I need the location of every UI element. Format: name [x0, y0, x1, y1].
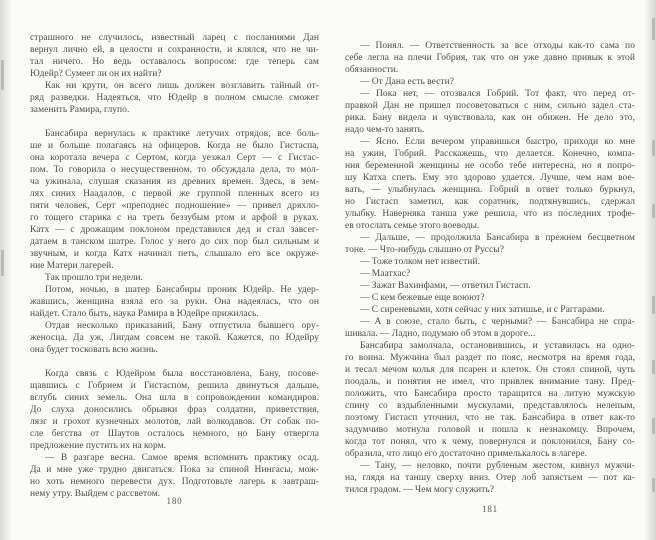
text-line: задумчиво мотнула головой и пошла к незнакомцу. Впрочем,: [345, 425, 635, 435]
text-line: — Пока нет, — отозвался Гобрий. Тот факт, что перед от-: [360, 89, 635, 99]
right-page-number: 181: [482, 504, 498, 514]
text-line: но хоть немного перевести дух. Подготовьте лагерь к завтраш-: [30, 477, 319, 487]
text-line: тоне. — Что-нибудь слышно от Руссы?: [345, 245, 504, 255]
text-line: правкой Дан не пришел посоветоваться с ним, сильно задел ста-: [345, 101, 635, 111]
page-edge-tick: [1, 250, 4, 276]
text-line: ния беременной женщины не особо тебе интересна, но я попро-: [345, 161, 635, 171]
text-line: пом. То говорила о несущественном, то обсуждала дела, то мол-: [30, 165, 319, 175]
text-line: тал ничего. Но ведь оставалось вопросом: где теперь сам: [30, 57, 319, 67]
scene-break: [30, 116, 319, 128]
page-edge-right: [644, 0, 656, 540]
text-line: вглубь синих земель. Она шла в сопровождении командиров.: [30, 393, 319, 403]
text-line: щавшись с Гобрием и Гистаспом, решила двинуться дальше,: [30, 381, 319, 391]
text-line: датаем в танском шатре. Голос у него до сих пор был сильным и: [30, 237, 319, 247]
text-line: жавшись, женщина взяла его за руки. Она надеялась, что он: [30, 297, 319, 307]
text-line: — Зажат Вахинфами, — ответил Гистасп.: [360, 281, 531, 291]
text-line: — Дальше, — продолжила Бансабира в прежнем бесцветном: [360, 233, 635, 243]
text-line: рика. Бану видела и чувствовала, как он обижен. Не дело это,: [345, 113, 635, 123]
right-page-text: [345, 40, 635, 496]
text-line: го тощего старика с на треть беззубым ртом и арфой в руках.: [30, 213, 319, 223]
page-edge-tick: [652, 18, 655, 40]
text-line: но Гистасп заметил, как соратник, подтянувшись, сдержал: [345, 197, 635, 207]
text-line: на ужин, Гобрий. Расскажешь, что делается. Конечно, компа-: [345, 149, 635, 159]
text-line: — А в союзе, стало быть, с черными? — Бансабира не спра-: [360, 317, 635, 327]
page-edge-tick: [1, 60, 4, 90]
left-page-text: [30, 32, 319, 500]
right-page: [345, 40, 635, 532]
text-line: — Тану, — неловко, почти рубленым жестом, кивнул мужчи-: [360, 461, 635, 471]
text-line: когда тот понял, что к чему, повернулся и поклонился, Бану со-: [345, 437, 635, 447]
text-line: лях синих Наадалов, с первой же группой пленных всего из: [30, 189, 319, 199]
text-line: себе легла на плечи Гобрия, так что он уже давно привык к этой: [345, 53, 635, 63]
text-line: — Понял. — Ответственность за все отходы как-то сама по: [360, 41, 635, 51]
text-line: Когда связь с Юдейром была восстановлена, Бану, посове-: [45, 369, 319, 379]
text-line: пяти человек, Серт «преподнес подношение» — привел дряхло-: [30, 201, 319, 211]
page-edge-tick: [652, 296, 655, 314]
text-line: ев отослать семье этого воеводы.: [345, 221, 480, 231]
text-line: и тесал мечом колья для псарен и клеток. Он стоял спиной, чуть: [345, 365, 635, 375]
text-line: заменить Рамира, глупо.: [30, 105, 130, 115]
scene-break: [30, 356, 319, 368]
text-line: ние Матери лагерей.: [30, 261, 114, 271]
text-line: — С кем бежевые еще воюют?: [360, 293, 485, 303]
text-line: тился градом. — Чем могу служить?: [345, 485, 494, 495]
text-line: ча ужинала, слушая сказания из древних времен. Здесь, в зем-: [30, 177, 319, 187]
text-line: лязг и грохот кузнечных молотов, лай волкодавов. От собак по-: [30, 417, 319, 427]
text-line: — Тоже толком нет известий.: [360, 257, 480, 267]
text-line: на, глядя на таншу сверху вниз. Отер лоб запястьем — пот ка-: [345, 473, 635, 483]
text-line: Потом, ночью, в шатер Бансабиры проник Юдейр. Не удер-: [45, 285, 319, 295]
text-line: звучным, и когда Катх начинал петь, слышало его все окруже-: [30, 249, 319, 259]
text-line: образила, что лицо его достаточно примелькалось в лагере.: [345, 449, 588, 459]
text-line: женосца. Да уж, Лигдам совсем не такой. Кажется, по Юдейру: [30, 333, 319, 343]
left-page-number: 180: [166, 496, 183, 506]
page-edge-tick: [652, 140, 655, 156]
text-line: шу Катха спеть. Ему это здорово удается. Лучше, чем нам вое-: [345, 173, 635, 183]
text-line: Катх — с дрожащим поклоном представился дед и стал завсег-: [30, 225, 319, 235]
text-line: Как ни крути, он всего лишь должен возглавить тайный от-: [45, 81, 319, 91]
text-line: положить, что Бансабира просто таращится на литую мужскую: [345, 389, 635, 399]
text-line: спину со вздыбленными мускулами, представлялось нелепым,: [345, 401, 635, 411]
text-line: сле бегства от Шаутов осталось немного, но Бану отвергла: [30, 429, 319, 439]
text-line: вать, — улыбнулась женщина. Гобрий в ответ только буркнул,: [345, 185, 635, 195]
text-line: Так прошло три недели.: [45, 273, 143, 283]
text-line: поэтому Гистасп уточнил, что не так. Бансабира в ответ как-то: [345, 413, 635, 423]
text-line: Да и мне уже трудно двигаться. Пока за спиной Нингасы, мож-: [30, 465, 319, 475]
left-page: [30, 32, 319, 532]
text-line: Бансабира вернулась к практике летучих отрядов, все боль-: [45, 129, 319, 139]
text-line: — От Дана есть вести?: [360, 77, 454, 87]
text-line: вернул лично ей, в целости и сохранности, и клялся, что не чи-: [30, 45, 319, 55]
text-line: улыбку. Наверняка танша уже решила, что из последних трофе-: [345, 209, 635, 219]
text-line: надо чем-то занять.: [345, 125, 425, 135]
text-line: — В разгаре весна. Самое время вспомнить практику осад.: [45, 453, 319, 463]
page-edge-tick: [652, 360, 655, 374]
text-line: найдет. Стало быть, наука Рамира в Юдейре прижилась.: [30, 309, 259, 319]
text-line: ряд разведки. Надеяться, что Юдейр в полном смысле сможет: [30, 93, 319, 103]
text-line: она будет тосковать всю жизнь.: [30, 345, 158, 355]
text-line: ше и больше полагаясь на офицеров. Когда не было Гистаспа,: [30, 141, 319, 151]
text-line: — Маатхас?: [360, 269, 411, 279]
text-line: обязанности.: [345, 65, 399, 75]
page-edge-tick: [652, 478, 655, 492]
text-line: шивала. — Ладно, подумаю об этом в дороге...: [345, 329, 536, 339]
text-line: Юдейр? Сумеет ли он их найти?: [30, 69, 162, 79]
page-edge-tick: [652, 418, 655, 434]
text-line: До слуха доносились обрывки фраз солдатни, приветствия,: [30, 405, 319, 415]
text-line: — С сиреневыми, хотя сейчас у них затишье, и с Раггарами.: [360, 305, 605, 315]
text-line: страшного не случилось, известный ларец с посланиями Дан: [30, 33, 319, 43]
text-line: го воина. Мужчина был раздет по пояс, несмотря на время года,: [345, 353, 635, 363]
text-line: нему утру. Выйдем с рассветом.: [30, 489, 161, 499]
text-line: Бансабира замолчала, остановившись, и уставилась на одно-: [360, 341, 635, 351]
text-line: Отдав несколько приказаний, Бану отпустила бывшего ору-: [45, 321, 319, 331]
page-edge-tick: [652, 204, 655, 218]
text-line: — Ясно. Если вечером управишься быстро, приходи ко мне: [360, 137, 635, 147]
text-line: поодаль, и понятия не имел, что привлек внимание тану. Пред-: [345, 377, 635, 387]
text-line: она коротала вечера с Сертом, когда уезжал Серт — с Гистас-: [30, 153, 319, 163]
text-line: предложение пустить их на корм.: [30, 441, 167, 451]
